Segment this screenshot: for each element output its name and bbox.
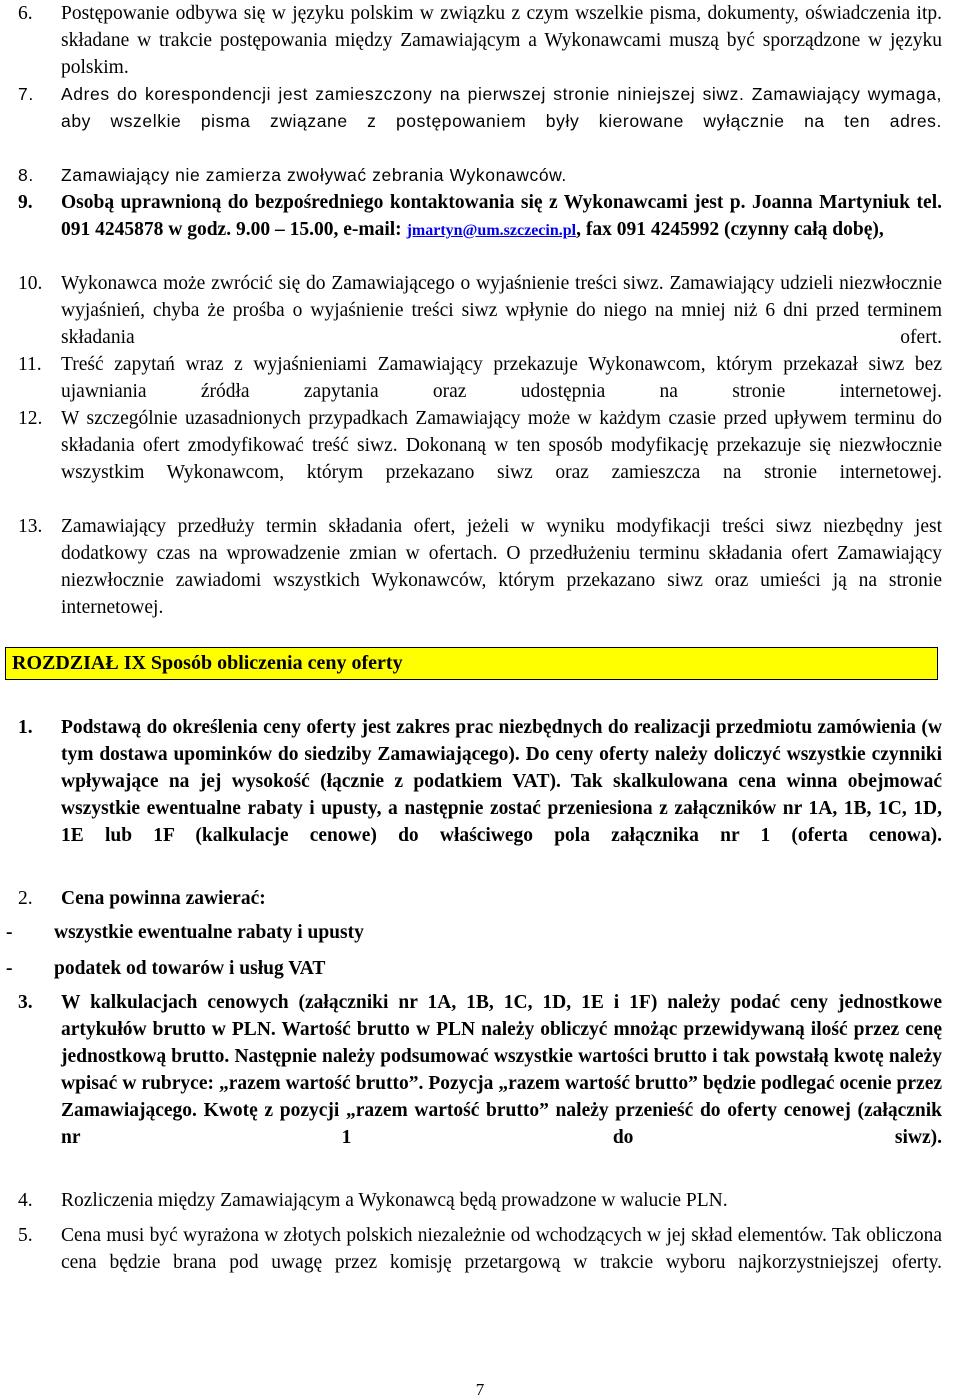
price-item-3 [18,989,942,1178]
item-text: W kalkulacjach cenowych (załączniki nr 1A, 1B, 1C, 1D, 1E i 1F) należy podać ceny jednostkowe artykułów brutto w PLN. Wartość brutto w PLN należy obliczyć mnożąc przewidywaną ilość przez cenę jednostkową brutto. Następnie należy podsumować wszystkie wartości brutto i tak powstałą kwotę należy wpisać w rubryce: „razem wartość brutto”. Pozycja „razem wartość brutto” będzie podlegać ocenie przez Zamawiającego. Kwotę z pozycji „razem wartość brutto” należy przenieść do oferty cenowej (załącznik nr 1 do siwz). [61,992,942,1148]
item-text: Zamawiający przedłuży termin składania ofert, jeżeli w wyniku modyfikacji treści siwz niezbędny jest dodatkowy czas na wprowadzenie zmian w ofertach. O przedłużeniu terminu składania ofert Zamawiający niezwłocznie zawiadomi wszystkich Wykonawców, którym przekazano siwz oraz umieści ją na stronie internetowej. [61,516,942,618]
item-number: 5. [18,1225,33,1246]
email-link[interactable]: jmartyn@um.szczecin.pl [406,222,577,239]
item-text: Adres do korespondencji jest zamieszczony na pierwszej stronie niniejszej siwz. Zamawiający wymaga, aby wszelkie pisma związane z postępowaniem były kierowane wyłącznie na ten adres. [61,84,942,131]
item-text: Rozliczenia między Zamawiającym a Wykonawcą będą prowadzone w walucie PLN. [61,1190,728,1211]
item-number: 13. [18,516,43,537]
dash-marker: - [6,922,13,943]
item-number: 9. [18,192,33,213]
price-item-4 [18,1187,942,1214]
item-number: 12. [18,408,43,429]
item-number: 2. [18,888,33,909]
item-text [61,189,942,244]
list-item-9 [18,189,942,244]
item-text: Postępowanie odbywa się w języku polskim w związku z czym wszelkie pisma, dokumenty, oświadczenia itp. składane w trakcie postępowania między Zamawiającym a Wykonawcami muszą być sporządzone w języku polskim. [61,3,942,78]
item-text: Zamawiający nie zamierza zwoływać zebrania Wykonawców. [61,165,567,185]
item-number: 11. [18,354,42,375]
item-number: 7. [18,84,34,104]
price-item-2 [18,885,942,912]
item-number: 8. [18,165,34,185]
list-item-8 [18,162,942,189]
price-item-1 [18,714,942,876]
list-item-7 [18,81,942,162]
item-text: Treść zapytań wraz z wyjaśnieniami Zamawiający przekazuje Wykonawcom, którym przekazał siwz bez ujawniania źródła zapytania oraz udostępnia na stronie internetowej. [61,354,942,402]
item-number: 4. [18,1190,33,1211]
item-text: W szczególnie uzasadnionych przypadkach Zamawiający może w każdym czasie przed upływem terminu do składania ofert zmodyfikować treść siwz. Dokonaną w ten sposób modyfikację przekazuje się niezwłocznie wszystkim Wykonawcom, którym przekazano siwz oraz zamieszcza na stronie internetowej. [61,408,942,483]
item-number: 3. [18,992,33,1013]
item-number: 1. [18,717,33,738]
list-item-12 [18,405,942,513]
bullet-text: wszystkie ewentualne rabaty i upusty [54,922,364,943]
item-text: Cena powinna zawierać: [61,888,266,909]
item-number: 6. [18,3,33,24]
bullet-text: podatek od towarów i usług VAT [54,958,326,979]
fax-text: , fax 091 4245992 (czynny całą dobę), [576,219,884,240]
section-heading: ROZDZIAŁ IX Sposób obliczenia ceny oferty [5,647,938,680]
item-text: Podstawą do określenia ceny oferty jest zakres prac niezbędnych do realizacji przedmiotu zamówienia (w tym dostawa upominków do siedziby Zamawiającego). Do ceny oferty należy doliczyć wszystkie czynniki wpływające na jej wysokość (łącznie z podatkiem VAT). Tak skalkulowana cena winna obejmować wszystkie ewentualne rabaty i upusty, a następnie zostać przeniesiona z załączników nr 1A, 1B, 1C, 1D, 1E lub 1F (kalkulacje cenowe) do właściwego pola załącznika nr 1 (oferta cenowa). [61,717,942,846]
item-text: Wykonawca może zwrócić się do Zamawiającego o wyjaśnienie treści siwz. Zamawiający udzieli niezwłocznie wyjaśnień, chyba że prośba o wyjaśnienie treści siwz wpłynie do niego na mniej niż 6 dni przed terminem składania ofert. [61,273,942,348]
item-text: Cena musi być wyrażona w złotych polskich niezależnie od wchodzących w jej skład elementów. Tak obliczona cena będzie brana pod uwagę przez komisję przetargową w trakcie wyboru najkorzystniejszej oferty. [61,1225,942,1273]
list-item-13 [18,513,942,648]
page-number: 7 [475,1380,485,1399]
contact-text: Osobą uprawnioną do bezpośredniego kontaktowania się z Wykonawcami jest p. Joanna Martyniuk tel. 091 4245878 w godz. 9.00 – 15.00, e-mail: [61,192,942,240]
item-number: 10. [18,273,43,294]
price-item-5 [18,1222,942,1303]
dash-marker: - [6,958,13,979]
